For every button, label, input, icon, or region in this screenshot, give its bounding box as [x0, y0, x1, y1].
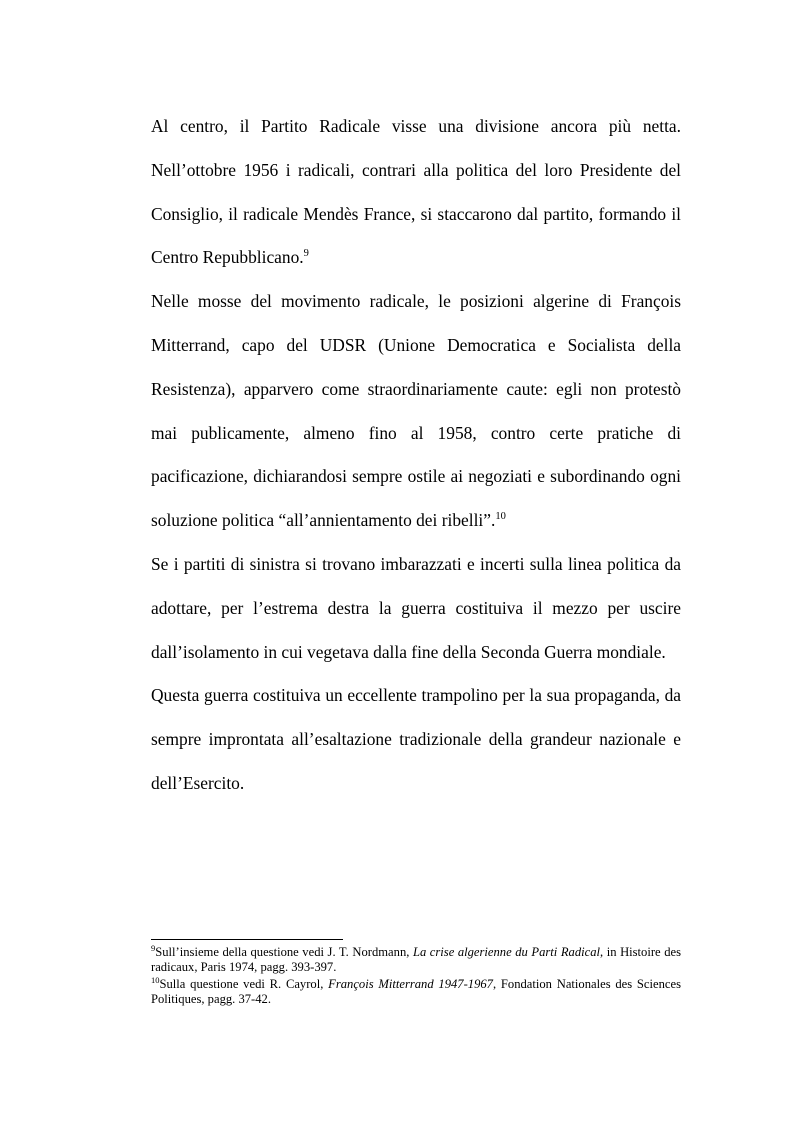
footnote-ref-9[interactable]: 9 [303, 248, 309, 260]
paragraph-4-text: Questa guerra costituiva un eccellente trampolino per la sua propaganda, da sempre improntata all’esaltazione tradizionale della grandeur nazionale e dell’Esercito. [151, 685, 681, 793]
paragraph-1-text: Al centro, il Partito Radicale visse una divisione ancora più netta. Nell’ottobre 1956 i radicali, contrari alla politica del loro Presidente del Consiglio, il radicale Mendès France, si staccarono dal partito, formando il Centro Repubblicano. [151, 116, 681, 268]
footnote-9-after: , in Histoire des radicaux, Paris 1974, pagg. 393-397. [151, 945, 681, 975]
paragraph-2-text: Nelle mosse del movimento radicale, le posizioni algerine di François Mitterrand, capo del UDSR (Unione Democratica e Socialista della Resistenza), apparvero come straordinariamente caute: egli non protestò mai publicamente, almeno fino al 1958, contro certe pratiche di pacificazione, dichiarandosi sempre ostile ai negoziati e subordinando ogni soluzione politica “all’annientamento dei ribelli”. [151, 291, 681, 531]
footnote-10-title: François Mitterrand 1947-1967 [328, 976, 493, 991]
paragraph-3 [151, 543, 681, 674]
footnotes [151, 945, 681, 1009]
footnote-9-before: Sull’insieme della questione vedi J. T. Nordmann, [155, 945, 413, 959]
footnote-9-number: 9 [151, 943, 156, 953]
footnote-10-number: 10 [151, 974, 160, 985]
footnote-9 [151, 945, 681, 976]
main-text [151, 105, 681, 806]
footnote-separator [151, 939, 343, 940]
paragraph-2 [151, 280, 681, 543]
footnote-10-after: , Fondation Nationales des Sciences Politiques, pagg. 37-42. [151, 976, 681, 1007]
paragraph-1 [151, 105, 681, 280]
footnote-9-title: La crise algerienne du Parti Radical [412, 945, 601, 959]
paragraph-4 [151, 674, 681, 805]
paragraph-3-text: Se i partiti di sinistra si trovano imbarazzati e incerti sulla linea politica da adottare, per l’estrema destra la guerra costituiva il mezzo per uscire dall’isolamento in cui vegetava dalla fine della Seconda Guerra mondiale. [151, 553, 681, 662]
footnote-10-before: Sulla questione vedi R. Cayrol, [159, 976, 329, 991]
footnote-10 [151, 974, 681, 1008]
footnote-ref-10[interactable]: 10 [495, 511, 506, 523]
